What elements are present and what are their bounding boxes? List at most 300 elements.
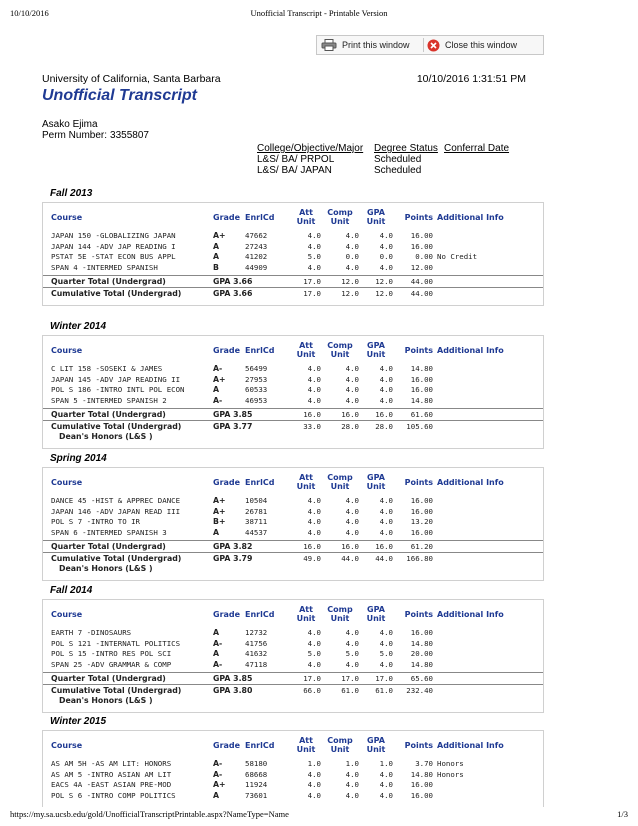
att-unit-col-header-line1: Att [299,605,313,614]
deans-honors: Dean's Honors (L&S ) [59,696,153,706]
comp-unit: 4.0 [345,496,359,505]
comp-unit: 4.0 [345,638,359,648]
quarter-total-row [43,408,543,420]
att-unit: 4.0 [307,628,321,637]
att-unit-col-header [291,736,321,754]
cumulative-total-row-comp: 44.0 [341,554,359,564]
cumulative-total-row-points: 232.40 [406,686,433,696]
degree-status: Scheduled [374,154,422,165]
table-row [43,649,543,660]
majors-header [257,143,509,154]
course-col-header: Course [51,609,83,619]
cumulative-total-row [43,552,543,574]
course-name: AS AM 5H -AS AM LIT: HONORS [51,759,172,768]
course-grade: A [213,385,220,395]
course-points: 12.00 [410,262,433,272]
additional-info-col-header: Additional Info [437,212,504,222]
table-row [43,517,543,528]
degree-status: Scheduled [374,165,422,176]
gpa-unit: 4.0 [379,364,393,373]
term-table-header [43,600,543,628]
course-grade: A- [213,759,223,768]
quarter-total-row-gpa: GPA 3.85 [213,674,253,684]
cumulative-total-row-att: 17.0 [303,289,321,299]
page-url: https://my.sa.ucsb.edu/gold/UnofficialTranscriptPrintable.aspx?NameType=Name [10,809,289,819]
cumulative-total-row [43,420,543,442]
quarter-total-row [43,672,543,684]
gpa-unit: 4.0 [379,231,393,240]
gpa-unit: 4.0 [379,241,393,251]
print-window-label: Print this window [342,40,410,50]
quarter-total-row-label: Quarter Total (Undergrad) [51,277,166,287]
att-unit: 4.0 [307,517,321,527]
cumulative-total-row-att: 66.0 [303,686,321,696]
course-enrlcd: 46953 [245,395,268,405]
course-grade: A [213,649,220,659]
att-unit-col-header [291,341,321,359]
comp-unit: 4.0 [345,241,359,251]
course-grade: A+ [213,496,226,505]
additional-info [433,385,523,396]
course-name: DANCE 45 -HIST & APPREC DANCE [51,496,181,505]
cumulative-total-row-gpa: GPA 3.77 [213,422,253,432]
gpa-unit-col-header-line1: GPA [367,605,385,614]
table-row [43,231,543,242]
cumulative-total-row-gpa: GPA 3.80 [213,686,253,696]
quarter-total-row-points: 61.20 [410,542,433,552]
enrlcd-col-header: EnrlCd [245,740,275,750]
quarter-total-row-label: Quarter Total (Undergrad) [51,410,166,420]
quarter-total-row-comp: 16.0 [341,542,359,552]
course-enrlcd: 27953 [245,374,268,384]
additional-info [433,396,523,407]
course-name: JAPAN 150 -GLOBALIZING JAPAN [51,231,176,240]
close-icon [427,39,440,52]
course-name: POL S 15 -INTRO RES POL SCI [51,649,172,659]
course-points: 14.80 [410,638,433,648]
cumulative-total-row-label: Cumulative Total (Undergrad) [51,289,182,299]
att-unit: 4.0 [307,638,321,648]
table-row [43,791,543,802]
term-section [42,453,544,581]
course-grade: A- [213,395,223,405]
term-table-header [43,336,543,364]
cumulative-total-row-gpa-unit: 61.0 [375,686,393,696]
comp-unit: 4.0 [345,231,359,240]
table-row [43,263,543,274]
comp-unit: 4.0 [345,780,359,790]
major-row [257,165,509,176]
gpa-unit-col-header-line2: Unit [366,614,386,623]
additional-info [433,639,523,650]
quarter-total-row-label: Quarter Total (Undergrad) [51,542,166,552]
close-window-label: Close this window [445,40,518,50]
course-points: 14.80 [410,395,433,405]
table-row [43,507,543,518]
course-points: 16.00 [410,506,433,516]
printer-icon [321,39,337,51]
print-footer [10,809,628,819]
quarter-total-row-points: 44.00 [410,277,433,287]
course-name: SPAN 6 -INTERMED SPANISH 3 [51,527,167,537]
cumulative-total-row-gpa-unit: 12.0 [375,289,393,299]
att-unit: 5.0 [307,649,321,659]
att-unit: 4.0 [307,790,321,800]
enrlcd-col-header: EnrlCd [245,477,275,487]
att-unit-col-header-line2: Unit [296,745,316,754]
term-table [42,202,544,306]
course-points: 16.00 [410,374,433,384]
comp-unit: 4.0 [345,262,359,272]
points-col-header: Points [404,609,433,619]
perm-value: 3355807 [110,130,149,141]
additional-info: No Credit [437,252,478,262]
additional-info [433,242,523,253]
course-grade: A+ [213,506,226,516]
cumulative-total-row-att: 33.0 [303,422,321,432]
course-grade: A- [213,769,223,779]
course-name: C LIT 158 -SOSEKI & JAMES [51,364,163,373]
att-unit-col-header [291,605,321,623]
print-page-title: Unofficial Transcript - Printable Version [250,8,388,18]
term-section [42,321,544,449]
quarter-total-row-label: Quarter Total (Undergrad) [51,674,166,684]
term-table [42,467,544,581]
table-row [43,528,543,539]
toolbar-divider [423,38,424,52]
gpa-unit-col-header-line2: Unit [366,745,386,754]
cumulative-total-row-label-cell [43,686,213,706]
gpa-unit: 4.0 [379,262,393,272]
course-name: JAPAN 144 -ADV JAP READING I [51,241,176,251]
majors-table [257,143,509,176]
course-grade: A+ [213,231,226,240]
gpa-unit: 4.0 [379,395,393,405]
cumulative-total-row [43,684,543,706]
quarter-total-row-comp: 17.0 [341,674,359,684]
table-row [43,396,543,407]
gpa-unit-col-header [359,736,393,754]
att-unit: 4.0 [307,506,321,516]
comp-unit: 4.0 [345,385,359,395]
gpa-unit: 4.0 [379,517,393,527]
comp-unit: 4.0 [345,628,359,637]
comp-unit: 4.0 [345,527,359,537]
term-table [42,730,544,807]
course-name: EACS 4A -EAST ASIAN PRE-MOD [51,780,172,790]
term-table [42,599,544,713]
quarter-total-row-att: 16.0 [303,410,321,420]
course-col-header: Course [51,740,83,750]
cumulative-total-row-gpa-unit: 44.0 [375,554,393,564]
term-title: Winter 2015 [50,716,107,727]
course-enrlcd: 11924 [245,780,268,790]
quarter-total-row-gpa-unit: 16.0 [375,410,393,420]
comp-unit-col-header-line2: Unit [330,614,350,623]
att-unit-col-header-line2: Unit [296,350,316,359]
comp-unit-col-header-line1: Comp [327,736,353,745]
additional-info: Honors [437,759,464,768]
att-unit: 4.0 [307,395,321,405]
course-name: JAPAN 145 -ADV JAP READING II [51,374,181,384]
additional-info [433,507,523,518]
print-window-button[interactable] [321,37,419,53]
course-points: 14.80 [410,769,433,779]
course-grade: B [213,262,219,272]
table-row [43,660,543,671]
additional-info [433,364,523,375]
points-col-header: Points [404,740,433,750]
course-grade: B+ [213,517,226,527]
grade-col-header: Grade [213,477,241,487]
quarter-total-row-points: 65.60 [410,674,433,684]
page-number: 1/3 [617,809,628,819]
quarter-total-row-label-cell [43,409,213,420]
cumulative-total-row [43,287,543,299]
comp-unit-col-header-line1: Comp [327,473,353,482]
term-table-header [43,203,543,231]
course-enrlcd: 41632 [245,649,268,659]
att-unit: 5.0 [307,252,321,262]
cumulative-total-row-points: 166.80 [406,554,433,564]
table-row [43,242,543,253]
att-unit: 4.0 [307,780,321,790]
table-row [43,639,543,650]
quarter-total-row-comp: 16.0 [341,410,359,420]
quarter-total-row-gpa-unit: 16.0 [375,542,393,552]
deans-honors: Dean's Honors (L&S ) [59,564,153,574]
course-points: 16.00 [410,790,433,800]
perm-label: Perm Number: [42,130,108,141]
comp-unit-col-header [321,341,359,359]
gpa-unit-col-header [359,208,393,226]
course-points: 16.00 [410,385,433,395]
quarter-total-row [43,540,543,552]
term-table-header [43,731,543,759]
gpa-unit-col-header-line2: Unit [366,482,386,491]
major-name: L&S/ BA/ PRPOL [257,154,335,165]
gpa-unit: 5.0 [379,649,393,659]
gpa-unit: 4.0 [379,506,393,516]
close-window-button[interactable] [427,37,542,53]
cumulative-total-row-label: Cumulative Total (Undergrad) [51,686,182,696]
att-unit-col-header [291,208,321,226]
course-enrlcd: 10504 [245,496,268,505]
comp-unit-col-header [321,473,359,491]
additional-info [433,263,523,274]
cumulative-total-row-label-cell [43,422,213,442]
course-points: 14.80 [410,659,433,669]
additional-info [433,375,523,386]
print-date: 10/10/2016 [10,8,49,18]
att-unit-col-header-line1: Att [299,208,313,217]
additional-info: Honors [437,769,464,779]
course-grade: A [213,790,220,800]
gpa-unit: 4.0 [379,790,393,800]
course-enrlcd: 47118 [245,659,268,669]
table-row [43,364,543,375]
gpa-unit: 4.0 [379,769,393,779]
course-points: 3.70 [415,759,433,768]
enrlcd-col-header: EnrlCd [245,345,275,355]
course-points: 16.00 [410,496,433,505]
comp-unit: 4.0 [345,659,359,669]
comp-unit: 4.0 [345,790,359,800]
quarter-total-row-label-cell [43,276,213,287]
degree-status-header: Degree Status [374,143,438,154]
att-unit: 4.0 [307,769,321,779]
gpa-unit-col-header-line1: GPA [367,736,385,745]
comp-unit-col-header [321,605,359,623]
cumulative-total-row-comp: 61.0 [341,686,359,696]
term-title: Spring 2014 [50,453,107,464]
course-points: 14.80 [410,364,433,373]
print-toolbar [316,35,544,55]
gpa-unit: 4.0 [379,628,393,637]
gpa-unit: 4.0 [379,527,393,537]
course-name: PSTAT 5E -STAT ECON BUS APPL [51,252,176,262]
course-points: 16.00 [410,628,433,637]
att-unit: 4.0 [307,262,321,272]
att-unit-col-header-line1: Att [299,473,313,482]
att-unit-col-header-line1: Att [299,736,313,745]
att-unit: 4.0 [307,374,321,384]
cumulative-total-row-label: Cumulative Total (Undergrad) [51,554,182,564]
quarter-total-row-gpa: GPA 3.85 [213,410,253,420]
table-row [43,780,543,791]
term-section [42,188,544,306]
table-row [43,770,543,781]
comp-unit: 4.0 [345,374,359,384]
course-grade: A- [213,364,223,373]
course-col-header: Course [51,345,83,355]
quarter-total-row-att: 16.0 [303,542,321,552]
university-name: University of California, Santa Barbara [42,73,221,85]
additional-info [433,660,523,671]
additional-info [433,528,523,539]
points-col-header: Points [404,212,433,222]
att-unit-col-header [291,473,321,491]
quarter-total-row-gpa-unit: 12.0 [375,277,393,287]
grade-col-header: Grade [213,345,241,355]
gpa-unit-col-header [359,605,393,623]
additional-info [433,780,523,791]
comp-unit: 4.0 [345,364,359,373]
comp-unit-col-header-line2: Unit [330,482,350,491]
additional-info-col-header: Additional Info [437,477,504,487]
term-title: Fall 2014 [50,585,93,596]
course-points: 0.00 [415,252,433,262]
comp-unit: 4.0 [345,769,359,779]
comp-unit: 1.0 [345,759,359,768]
comp-unit-col-header [321,736,359,754]
att-unit: 4.0 [307,385,321,395]
quarter-total-row-points: 61.60 [410,410,433,420]
comp-unit-col-header-line1: Comp [327,341,353,350]
term-table-header [43,468,543,496]
additional-info [433,791,523,802]
gpa-unit: 4.0 [379,638,393,648]
cumulative-total-row-gpa: GPA 3.66 [213,289,253,299]
course-grade: A- [213,638,223,648]
table-row [43,252,543,263]
deans-honors: Dean's Honors (L&S ) [59,432,153,442]
term-section [42,585,544,713]
cumulative-total-row-points: 44.00 [410,289,433,299]
enrlcd-col-header: EnrlCd [245,609,275,619]
cumulative-total-row-comp: 12.0 [341,289,359,299]
table-row [43,628,543,639]
additional-info [433,649,523,660]
grade-col-header: Grade [213,609,241,619]
att-unit: 1.0 [307,759,321,768]
course-enrlcd: 41202 [245,252,268,262]
course-enrlcd: 26781 [245,506,268,516]
additional-info-col-header: Additional Info [437,345,504,355]
course-grade: A [213,241,220,251]
additional-info [433,231,523,242]
additional-info [433,628,523,639]
course-enrlcd: 73601 [245,790,268,800]
term-title: Fall 2013 [50,188,93,199]
course-name: EARTH 7 -DINOSAURS [51,628,132,637]
generated-timestamp: 10/10/2016 1:31:51 PM [416,73,526,85]
quarter-total-row-label-cell [43,673,213,684]
comp-unit: 5.0 [345,649,359,659]
course-col-header: Course [51,212,83,222]
gpa-unit: 4.0 [379,385,393,395]
course-name: JAPAN 146 -ADV JAPAN READ III [51,506,181,516]
gpa-unit: 1.0 [379,759,393,768]
att-unit: 4.0 [307,241,321,251]
cumulative-total-row-att: 49.0 [303,554,321,564]
course-enrlcd: 38711 [245,517,268,527]
course-enrlcd: 60533 [245,385,268,395]
comp-unit-col-header-line2: Unit [330,745,350,754]
gpa-unit-col-header [359,341,393,359]
additional-info [433,496,523,507]
course-points: 16.00 [410,780,433,790]
course-enrlcd: 58180 [245,759,268,768]
term-section [42,716,544,807]
comp-unit-col-header-line1: Comp [327,605,353,614]
grade-col-header: Grade [213,212,241,222]
course-enrlcd: 68668 [245,769,268,779]
course-enrlcd: 56499 [245,364,268,373]
course-enrlcd: 47662 [245,231,268,240]
course-name: POL S 7 -INTRO TO IR [51,517,140,527]
quarter-total-row-gpa: GPA 3.82 [213,542,253,552]
gpa-unit: 0.0 [379,252,393,262]
term-table [42,335,544,449]
quarter-total-row-gpa-unit: 17.0 [375,674,393,684]
cumulative-total-row-label-cell [43,289,213,299]
comp-unit: 4.0 [345,517,359,527]
cumulative-total-row-gpa: GPA 3.79 [213,554,253,564]
comp-unit-col-header [321,208,359,226]
student-name: Asako Ejima [42,119,98,130]
att-unit-col-header-line2: Unit [296,614,316,623]
comp-unit-col-header-line2: Unit [330,217,350,226]
quarter-total-row [43,275,543,287]
course-grade: A+ [213,780,226,790]
course-enrlcd: 44909 [245,262,268,272]
points-col-header: Points [404,477,433,487]
course-grade: A+ [213,374,226,384]
perm-number [42,130,149,141]
grade-col-header: Grade [213,740,241,750]
table-row [43,375,543,386]
